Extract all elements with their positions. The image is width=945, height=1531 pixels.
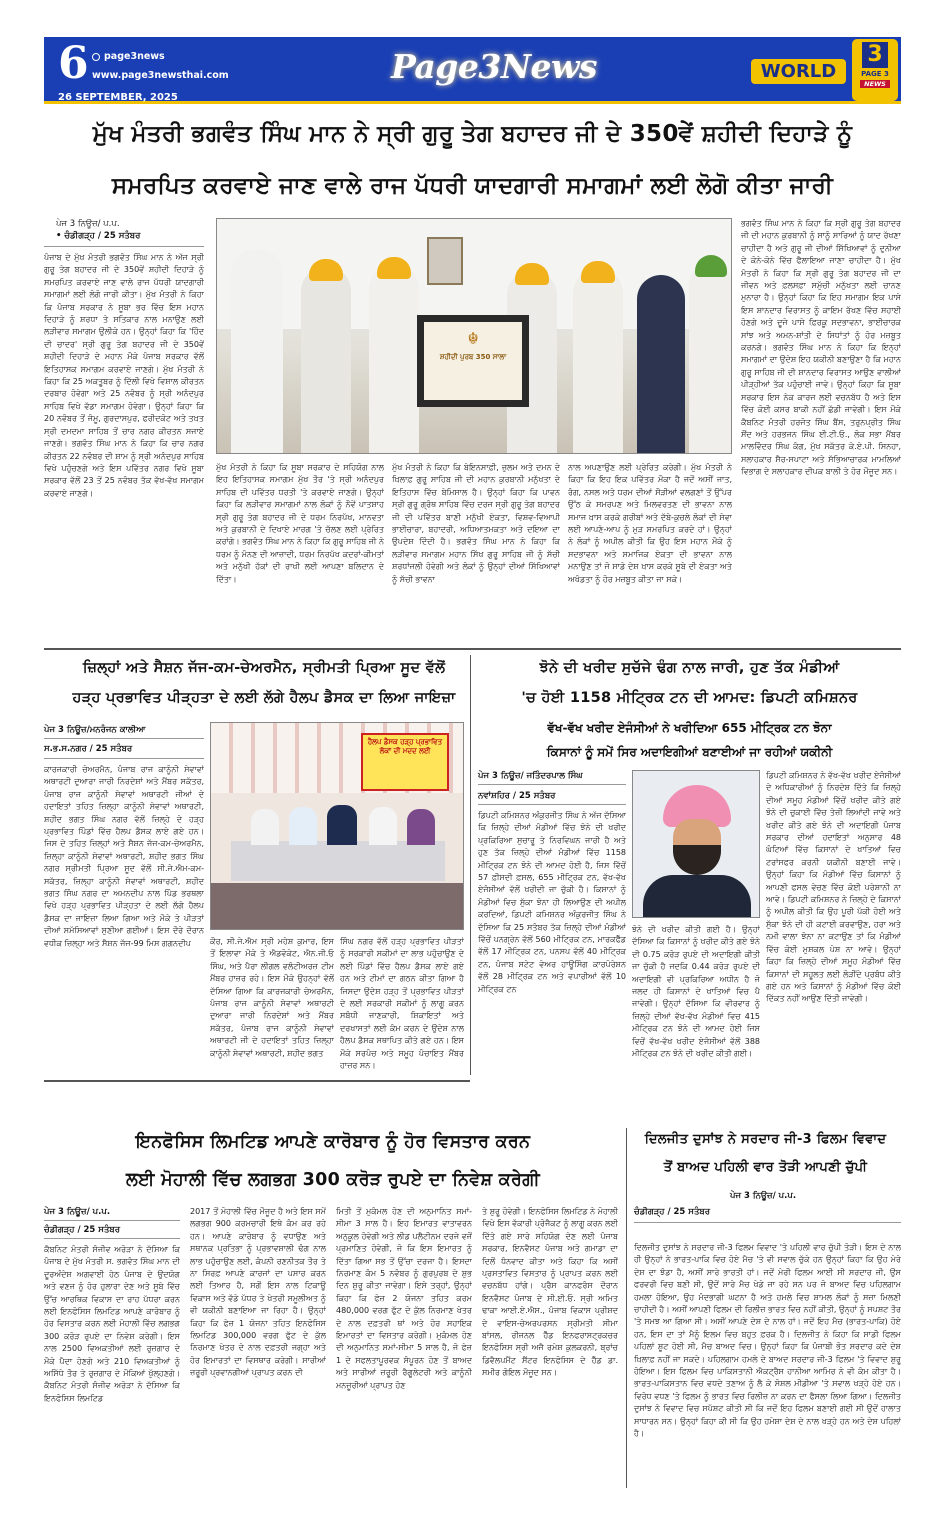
brand-logo [852,39,898,101]
brand-logo-sub: NEWS [860,80,890,88]
story2-byline [44,724,204,736]
turban [581,261,615,283]
story3-col2: ਝੋਨੇ ਦੀ ਖਰੀਦ ਕੀਤੀ ਗਈ ਹੈ। ਉਨ੍ਹਾਂ ਦੱਸਿਆ ਕਿ ਕਿਸਾਨਾਂ ਨੂੰ ਖਰੀਦ ਕੀਤੇ ਗਏ ਝੋਨੇ ਦੀ 0.75 ਕਰੋੜ ਰੁਪਏ ਦੀ ਅਦਾਇਗੀ ਕੀਤੀ ਜਾ ਚੁੱਕੀ ਹੈ ਜਦਕਿ 0.44 ਕਰੋੜ ਰੁਪਏ ਦੀ ਅਦਾਇਗੀ ਵੀ ਪ੍ਰਕਿਰਿਆ ਅਧੀਨ ਹੈ ਜੋ ਜਲਦ ਹੀ ਕਿਸਾਨਾਂ ਦੇ ਖਾਤਿਆਂ ਵਿਚ ਪੈ ਜਾਵੇਗੀ। ਉਨ੍ਹਾਂ ਦੱਸਿਆ ਕਿ ਵੀਰਵਾਰ ਨੂੰ ਜ਼ਿਲ੍ਹੇ ਦੀਆਂ ਵੱਖ-ਵੱਖ ਮੰਡੀਆਂ ਵਿਚ 415 ਮੀਟ੍ਰਿਕ ਟਨ ਝੋਨੇ ਦੀ ਆਮਦ ਹੋਈ ਜਿਸ ਵਿਚੋਂ ਵੱਖ-ਵੱਖ ਖਰੀਦ ਏਜੰਸੀਆਂ ਵੱਲੋਂ 388 ਮੀਟ੍ਰਿਕ ਟਨ ਝੋਨੇ ਦੀ ਖਰੀਦ ਕੀਤੀ ਗਈ। [632,925,760,1059]
byline-dateline: ਚੰਡੀਗੜ੍ਹ / 25 ਸਤੰਬਰ [44,1225,120,1235]
story4-headline-line2: ਲਈ ਮੋਹਾਲੀ ਵਿੱਚ ਲਗਭਗ 300 ਕਰੋੜ ਰੁਪਏ ਦਾ ਨਿਵੇਸ਼ ਕਰੇਗੀ [126,1170,540,1190]
story4-col3: ਮਿਤੀ ਤੋਂ ਮੁਕੰਮਲ ਹੋਣ ਦੀ ਅਨੁਮਾਨਿਤ ਸਮਾਂ-ਸੀਮਾ 3 ਸਾਲ ਹੈ। ਇਹ ਇਮਾਰਤ ਵਾਤਾਵਰਨ ਅਨੁਕੂਲ ਹੋਵੇਗੀ ਅਤੇ ਲੀਡ ਪਲੈਟੀਨਮ ਦਰਜੇ ਵਜੋਂ ਪ੍ਰਮਾਣਿਤ ਹੋਵੇਗੀ, ਜੋ ਕਿ ਇਸ ਇਮਾਰਤ ਨੂੰ ਦਿੱਤਾ ਗਿਆ ਸਭ ਤੋਂ ਉੱਚਾ ਦਰਜਾ ਹੈ। ਇਸਦਾ ਨਿਰਮਾਣ ਕੰਮ 5 ਨਵੰਬਰ ਨੂੰ ਗੁਰਪੁਰਬ ਦੇ ਸ਼ੁਭ ਦਿਨ ਸ਼ੁਰੂ ਕੀਤਾ ਜਾਵੇਗਾ। ਇਸੇ ਤਰ੍ਹਾਂ, ਉਨ੍ਹਾਂ ਕਿਹਾ ਕਿ ਫੇਜ਼ 2 ਯੋਜਨਾ ਤਹਿਤ ਕਰਮ 480,000 ਵਰਗ ਫੁੱਟ ਦੇ ਕੁੱਲ ਨਿਰਮਾਣ ਖੇਤਰ ਦੇ ਨਾਲ ਦਫ਼ਤਰੀ ਥਾਂ ਅਤੇ ਹੋਰ ਸਹਾਇਕ ਇਮਾਰਤਾਂ ਦਾ ਵਿਸਤਾਰ ਕਰੇਗੀ। ਮੁਕੰਮਲ ਹੋਣ ਦੀ ਅਨੁਮਾਨਿਤ ਸਮਾਂ-ਸੀਮਾ 5 ਸਾਲ ਹੈ, ਜੋ ਫੇਜ਼ 1 ਦੇ ਸਫਲਤਾਪੂਰਵਕ ਸੰਪੂਰਨ ਹੋਣ ਤੋਂ ਬਾਅਦ ਅਤੇ ਸਾਰੀਆਂ ਜ਼ਰੂਰੀ ਰੈਗੂਲੇਟਰੀ ਅਤੇ ਕਾਨੂੰਨੀ ਮਨਜ਼ੂਰੀਆਂ ਪ੍ਰਾਪਤ ਹੋਣ [336,1207,472,1390]
brand-logo-text: PAGE 3 [861,70,889,78]
story1-byline [44,218,204,242]
person [301,267,351,454]
story5-col1: ਦਿਲਜੀਤ ਦੁਸਾਂਝ ਨੇ ਸਰਦਾਰ ਜੀ-3 ਫਿਲਮ ਵਿਵਾਦ 'ਤੇ ਪਹਿਲੀ ਵਾਰ ਚੁੱਪੀ ਤੋੜੀ। ਇਸ ਦੇ ਨਾਲ ਹੀ ਉਨ੍ਹਾਂ ਨੇ ਭਾਰਤ-ਪਾਕਿ ਵਿਚ ਹੋਏ ਮੈਚ 'ਤੇ ਵੀ ਸਵਾਲ ਚੁੱਕੇ ਹਨ ਉਨ੍ਹਾਂ ਕਿਹਾ ਕਿ ਉਹ ਮੇਰੇ ਦੇਸ਼ ਦਾ ਝੰਡਾ ਹੈ, ਅਸੀਂ ਸਾਰੇ ਭਾਰਤੀ ਹਾਂ। ਜਦੋਂ ਮੇਰੀ ਫਿਲਮ ਆਈ ਸੀ ਸਰਦਾਰ ਜੀ, ਉਸ ਫਰਵਰੀ ਵਿਚ ਬਣੀ ਸੀ, ਉਦੋਂ ਸਾਰੇ ਮੈਚ ਖੇਡੇ ਜਾ ਰਹੇ ਸਨ ਪਰ ਜੋ ਬਾਅਦ ਵਿਚ ਪਹਿਲਗਾਮ ਹਮਲਾ ਹੋਇਆ, ਉਹ ਮੰਦਭਾਗੀ ਘਟਨਾ ਹੈ ਅਤੇ ਹਮਲੇ ਵਿਚ ਸ਼ਾਮਲ ਲੋਕਾਂ ਨੂੰ ਸਜ਼ਾ ਮਿਲਣੀ ਚਾਹੀਦੀ ਹੈ। ਅਸੀਂ ਆਪਣੀ ਫਿਲਮ ਦੀ ਰਿਲੀਜ਼ ਭਾਰਤ ਵਿਚ ਨਹੀਂ ਕੀਤੀ, ਉਨ੍ਹਾਂ ਨੂੰ ਸਪਸ਼ਟ ਤੌਰ 'ਤੇ ਸਮਝ ਆ ਗਿਆ ਸੀ। ਅਸੀਂ ਆਪਣੇ ਦੇਸ਼ ਦੇ ਨਾਲ ਹਾਂ। ਜਦੋਂ ਇਹ ਮੈਚ (ਭਾਰਤ-ਪਾਕਿ) ਹੋਏ ਹਨ, ਇਸ ਦਾ ਤਾਂ ਮੈਨੂੰ ਇਲਮ ਵਿਚ ਬਹੁਤ ਫ਼ਰਕ ਹੈ। ਦਿਲਜੀਤ ਨੇ ਕਿਹਾ ਕਿ ਸਾਡੀ ਫਿਲਮ ਪਹਿਲਾਂ ਸ਼ੂਟ ਹੋਈ ਸੀ, ਮੈਚ ਬਾਅਦ ਵਿਚ। ਉਨ੍ਹਾਂ ਕਿਹਾ ਕਿ ਪੰਜਾਬੀ ਭੋਤ ਸਰਦਾਰ ਕਦੇ ਦੇਸ਼ ਖ਼ਿਲਾਫ਼ ਨਹੀਂ ਜਾ ਸਕਦੇ। ਪਹਿਲਗਾਮ ਹਮਲੇ ਦੇ ਬਾਅਦ ਸਰਦਾਰ ਜੀ-3 ਫਿਲਮ 'ਤੇ ਵਿਵਾਦ ਸ਼ੁਰੂ ਹੋਇਆ। ਇਸ ਫਿਲਮ ਵਿਚ ਪਾਕਿਸਤਾਨੀ ਐਕਟ੍ਰੈਸ ਹਾਨੀਆ ਆਮਿਰ ਨੇ ਵੀ ਕੰਮ ਕੀਤਾ ਹੈ। ਭਾਰਤ-ਪਾਕਿਸਤਾਨ ਵਿਚ ਵਧਦੇ ਤਣਾਅ ਨੂੰ ਲੈ ਕੇ ਸੋਸ਼ਲ ਮੀਡੀਆ 'ਤੇ ਸਵਾਲ ਖੜ੍ਹੇ ਹੋਏ ਹਨ। ਵਿਰੋਧ ਵਧਣ 'ਤੇ ਫਿਲਮ ਨੂੰ ਭਾਰਤ ਵਿਚ ਰਿਲੀਜ਼ ਨਾ ਕਰਨ ਦਾ ਫੈਸਲਾ ਲਿਆ ਗਿਆ। ਦਿਲਜੀਤ ਦੁਸਾਂਝ ਨੇ ਵਿਵਾਦ ਵਿਚ ਸਪੱਸ਼ਟ ਕੀਤੀ ਸੀ ਕਿ ਜਦੋਂ ਇਹ ਫਿਲਮ ਬਣਾਈ ਗਈ ਸੀ ਉਦੋਂ ਹਾਲਾਤ ਸਾਧਾਰਨ ਸਨ। ਉਨ੍ਹਾਂ ਕਿਹਾ ਕੀ ਸੀ ਕਿ ਉਹ ਹਮੇਸ਼ਾ ਦੇਸ਼ ਦੇ ਨਾਲ ਖੜ੍ਹੇ ਹਨ ਅਤੇ ਦੇਸ਼ ਪਹਿਲਾਂ ਹੈ। [634,1243,901,1439]
story2-headline-line1: ਜ਼ਿਲ੍ਹਾਂ ਅਤੇ ਸੈਸ਼ਨ ਜੱਜ-ਕਮ-ਚੇਅਰਮੈਨ, ਸ੍ਰੀਮਤੀ ਪ੍ਰਿਆ ਸੂਦ ਵੱਲੋਂ [82,660,446,676]
issue-date: 26 SEPTEMBER, 2025 [58,92,178,103]
person [407,809,435,845]
story5-byline: ਪੇਜ 3 ਨਿਊਜ਼/ ਪ.ਪ. [730,1191,797,1201]
story5-headline-line2: ਤੋਂ ਬਾਅਦ ਪਹਿਲੀ ਵਾਰ ਤੋੜੀ ਆਪਣੀ ਚੁੱਪੀ [663,1160,868,1175]
table [231,841,445,881]
story4-col4: ਤੇ ਸ਼ੁਰੂ ਹੋਵੇਗੀ। ਇਨਫੋਸਿਸ ਲਿਮਟਿਡ ਨੇ ਮੋਹਾਲੀ ਵਿਖੇ ਇਸ ਵੱਕਾਰੀ ਪ੍ਰੋਜੈਕਟ ਨੂੰ ਲਾਗੂ ਕਰਨ ਲਈ ਦਿੱਤੇ ਗਏ ਸਾਰੇ ਸਹਿਯੋਗ ਦੇਣ ਲਈ ਪੰਜਾਬ ਸਰਕਾਰ, ਇਨਵੈਸਟ ਪੰਜਾਬ ਅਤੇ ਗਮਾਡਾ ਦਾ ਦਿਲੋਂ ਧੰਨਵਾਦ ਕੀਤਾ ਅਤੇ ਕਿਹਾ ਕਿ ਅਸੀਂ ਪ੍ਰਸਤਾਵਿਤ ਵਿਸਤਾਰ ਨੂੰ ਪ੍ਰਾਪਤ ਕਰਨ ਲਈ ਵਚਨਬੱਧ ਹਾਂਗੇ। ਪ੍ਰੈਸ ਕਾਨਫਰੰਸ ਦੌਰਾਨ ਇਨਵੈਸਟ ਪੰਜਾਬ ਦੇ ਸੀ.ਈ.ਓ. ਸ੍ਰੀ ਅਮਿਤ ਢਾਕਾ ਆਈ.ਏ.ਐਸ., ਪੰਜਾਬ ਵਿਕਾਸ ਪ੍ਰੀਸ਼ਦ ਦੇ ਵਾਇਸ-ਚੇਅਰਪਰਸਨ ਸ੍ਰੀਮਤੀ ਸੀਮਾ ਬਾਂਸਲ, ਰੀਜਨਲ ਹੈੱਡ ਇਨਫਰਾਸਟ੍ਰਕਚਰ ਇਨਫੋਸਿਸ ਸ੍ਰੀ ਅਜੈ ਰਮੇਸ਼ ਕੁਲਕਰਨੀ, ਬ੍ਰਾਂਚ ਡਿਵੈਲਪਮੈਂਟ ਸੈਂਟਰ ਇਨਫੋਸਿਸ ਦੇ ਹੈੱਡ ਡਾ. ਸਮੀਰ ਗੋਇਲ ਮੌਜੂਦ ਸਨ। [482,1207,618,1378]
story2-col2: ਕੌਰ, ਸੀ.ਜੇ.ਐਮ ਸ੍ਰੀ ਮਹੇਸ਼ ਕੁਮਾਰ, ਇਸ ਤੋਂ ਇਲਾਵਾ ਮੌਕੇ ਤੇ ਐਡਵੋਕੇਟ, ਐਨ.ਜੀ.ਓ ਸਿੰਘ, ਅਤੇ ਪੈਰਾ ਲੀਗਲ ਵਲੰਟੀਅਰਜ਼ ਟੀਮ ਮੈਂਬਰ ਹਾਜ਼ਰ ਰਹੇ। ਇਸ ਮੌਕੇ ਉਹਨ੍ਹਾਂ ਵੱਲੋਂ ਦੱਸਿਆ ਗਿਆ ਕਿ ਕਾਰਜਕਾਰੀ ਚੇਅਰਮੈਨ, ਪੰਜਾਬ ਰਾਜ ਕਾਨੂੰਨੀ ਸੇਵਾਵਾਂ ਅਥਾਰਟੀ ਦੁਆਰਾ ਜਾਰੀ ਨਿਰਦੇਸ਼ਾਂ ਅਤੇ ਮੈਂਬਰ ਸਕੱਤਰ, ਪੰਜਾਬ ਰਾਜ ਕਾਨੂੰਨੀ ਸੇਵਾਵਾਂ ਅਥਾਰਟੀ ਜੀ ਦੇ ਹਦਾਇਤਾਂ ਤਹਿਤ ਜ਼ਿਲ੍ਹਾ ਕਾਨੂੰਨੀ ਸੇਵਾਵਾਂ ਅਥਾਰਟੀ, ਸ਼ਹੀਦ ਭਗਤ [210,937,334,1058]
date-strip [44,92,344,104]
story3-portrait [632,770,760,918]
story3-subhead-line2: ਕਿਸਾਨਾਂ ਨੂੰ ਸਮੇਂ ਸਿਰ ਅਦਾਇਗੀਆਂ ਬਣਾਈਆਂ ਜਾ ਰਹੀਆਂ ਯਕੀਨੀ [546,745,833,759]
turban [377,257,411,279]
site-short: page3news [104,51,165,62]
section-badge: WORLD [751,59,846,84]
story1-photo [216,218,732,454]
story1-headline-line1: ਮੁੱਖ ਮੰਤਰੀ ਭਗਵੰਤ ਸਿੰਘ ਮਾਨ ਨੇ ਸ੍ਰੀ ਗੁਰੂ ਤੇਗ ਬਹਾਦਰ ਜੀ ਦੇ 350ਵੇਂ ਸ਼ਹੀਦੀ ਦਿਹਾੜੇ ਨੂੰ [92,121,853,147]
person [689,263,732,454]
story3-subhead-line1: ਵੱਖ-ਵੱਖ ਖਰੀਦ ਏਜੰਸੀਆਂ ਨੇ ਖਰੀਦਿਆ 655 ਮੀਟ੍ਰਿਕ ਟਨ ਝੋਨਾ [547,721,832,735]
byline-dateline: ਨਵਾਂਸ਼ਹਿਰ / 25 ਸਤੰਬਰ [478,791,556,801]
story2-col3: ਸਿੰਘ ਨਗਰ ਵੱਲੋਂ ਹੜ੍ਹ ਪ੍ਰਭਾਵਿਤ ਪੀੜਤਾਂ ਨੂੰ ਸਰਕਾਰੀ ਸਕੀਮਾਂ ਦਾ ਲਾਭ ਪਹੁੰਚਾਉਣ ਦੇ ਲਈ ਪਿੰਡਾਂ ਵਿੱਚ ਹੈਲਪ ਡੈਸਕ ਲਾਏ ਗਏ ਹਨ ਅਤੇ ਟੀਮਾਂ ਦਾ ਗਠਨ ਕੀਤਾ ਗਿਆ ਹੈ ਜਿਸਦਾ ਉਦੇਸ਼ ਹੜ੍ਹ ਤੋਂ ਪ੍ਰਭਾਵਿਤ ਪੀੜਤਾਂ ਦੇ ਲਈ ਸਰਕਾਰੀ ਸਕੀਮਾਂ ਨੂੰ ਲਾਗੂ ਕਰਨ ਸਬੰਧੀ ਜਾਣਕਾਰੀ, ਸ਼ਿਕਾਇਤਾਂ ਅਤੇ ਦਰਖਾਸਤਾਂ ਲਈ ਕੰਮ ਕਰਨ ਦੇ ਉਦੇਸ਼ ਨਾਲ ਹੈਲਪ ਡੈਸਕ ਸਥਾਪਿਤ ਕੀਤੇ ਗਏ ਹਨ। ਇਸ ਮੌਕੇ ਸਰਪੰਚ ਅਤੇ ਸਮੂਹ ਪੰਚਾਇਤ ਮੈਂਬਰ ਹਾਜ਼ਰ ਸਨ। [340,937,464,1071]
logo-frame-inner [424,322,522,400]
story2-col1: ਕਾਰਜਕਾਰੀ ਚੇਅਰਮੈਨ, ਪੰਜਾਬ ਰਾਜ ਕਾਨੂੰਨੀ ਸੇਵਾਵਾਂ ਅਥਾਰਟੀ ਦੁਆਰਾ ਜਾਰੀ ਨਿਰਦੇਸ਼ਾਂ ਅਤੇ ਮੈਂਬਰ ਸਕੱਤਰ, ਪੰਜਾਬ ਰਾਜ ਕਾਨੂੰਨੀ ਸੇਵਾਵਾਂ ਅਥਾਰਟੀ ਜੀਆਂ ਦੇ ਹਦਾਇਤਾਂ ਤਹਿਤ ਜ਼ਿਲ੍ਹਾ ਕਾਨੂੰਨੀ ਸੇਵਾਵਾਂ ਅਥਾਰਟੀ, ਸ਼ਹੀਦ ਭਗਤ ਸਿੰਘ ਨਗਰ ਵੱਲੋਂ ਜ਼ਿਲ੍ਹੇ ਦੇ ਹੜ੍ਹ ਪ੍ਰਭਾਵਿਤ ਪਿੰਡਾਂ ਵਿੱਚ ਹੈਲਪ ਡੈਸਕ ਲਾਏ ਗਏ ਹਨ। ਜਿਸ ਦੇ ਤਹਿਤ ਜ਼ਿਲ੍ਹਾਂ ਅਤੇ ਸੈਸ਼ਨ ਜੱਜ-ਕਮ-ਚੇਅਰਮੈਨ, ਜ਼ਿਲ੍ਹਾ ਕਾਨੂੰਨੀ ਸੇਵਾਵਾਂ ਅਥਾਰਟੀ, ਸ਼ਹੀਦ ਭਗਤ ਸਿੰਘ ਨਗਰ ਸ੍ਰੀਮਤੀ ਪ੍ਰਿਆ ਸੂਦ ਵੱਲੋਂ ਸੀ.ਜੇ.ਐਮ-ਕਮ-ਸਕੱਤਰ, ਜ਼ਿਲ੍ਹਾ ਕਾਨੂੰਨੀ ਸੇਵਾਵਾਂ ਅਥਾਰਟੀ, ਸ਼ਹੀਦ ਭਗਤ ਸਿੰਘ ਨਗਰ ਦਾ ਅਮਨਦੀਪ ਨਾਲ ਪਿੰਡ ਭਰਥਲਾ ਵਿਖੇ ਹੜ੍ਹ ਪ੍ਰਭਾਵਿਤ ਪੀੜ੍ਹਤਾ ਦੇ ਲਈ ਲੱਗੇ ਹੈਲਪ ਡੈਸਕ ਦਾ ਜਾਇਜ਼ਾ ਲਿਆ ਗਿਆ ਅਤੇ ਮੌਕੇ ਤੇ ਪੀੜਤਾਂ ਦੀਆਂ ਸਮੱਸਿਆਵਾਂ ਸੁਣੀਆ ਗਈਆਂ। ਇਸ ਦੌਰੇ ਦੌਰਾਨ ਵਧੀਕ ਜ਼ਿਲ੍ਹਾ ਅਤੇ ਸੈਸ਼ਨ ਜੱਜ-99 ਮਿਸ ਗਗਨਦੀਪ [44,765,204,948]
help-desk-banner [361,733,449,791]
logo-frame-text: ਸ਼ਹੀਦੀ ਪੁਰਬ 350 ਸਾਲਾ [439,353,507,361]
help-desk-banner-text: ਹੈਲਪ ਡੈਸਕ ਹੜ੍ਹ ਪ੍ਰਭਾਵਿਤ ਲੋਕਾਂ ਦੀ ਮਦਦ ਲਈ [367,738,443,755]
story3-col1: ਡਿਪਟੀ ਕਮਿਸ਼ਨਰ ਅੰਕੁਰਜੀਤ ਸਿੰਘ ਨੇ ਅੱਜ ਦੱਸਿਆ ਕਿ ਜ਼ਿਲ੍ਹੇ ਦੀਆਂ ਮੰਡੀਆਂ ਵਿੱਚ ਝੋਨੇ ਦੀ ਖਰੀਦ ਪ੍ਰਕਿਰਿਆ ਸੁਚਾਰੂ ਤੇ ਨਿਰਵਿਘਨ ਜਾਰੀ ਹੈ ਅਤੇ ਹੁਣ ਤੱਕ ਜ਼ਿਲ੍ਹੇ ਦੀਆਂ ਮੰਡੀਆਂ ਵਿੱਚ 1158 ਮੀਟ੍ਰਿਕ ਟਨ ਝੋਨੇ ਦੀ ਆਮਦ ਹੋਈ ਹੈ, ਜਿਸ ਵਿੱਚੋਂ 57 ਫ਼ੀਸਦੀ ਫ਼ਸਲ, 655 ਮੀਟ੍ਰਿਕ ਟਨ, ਵੱਖ-ਵੱਖ ਏਜੰਸੀਆਂ ਵੱਲੋਂ ਖਰੀਦੀ ਜਾ ਚੁੱਕੀ ਹੈ। ਕਿਸਾਨਾਂ ਨੂੰ ਮੰਡੀਆਂ ਵਿਚ ਸੁੱਕਾ ਝੋਨਾ ਹੀ ਲਿਆਉਣ ਦੀ ਅਪੀਲ ਕਰਦਿਆਂ, ਡਿਪਟੀ ਕਮਿਸ਼ਨਰ ਅੰਕੁਰਜੀਤ ਸਿੰਘ ਨੇ ਦੱਸਿਆ ਕਿ 25 ਸਤੰਬਰ ਤੱਕ ਜ਼ਿਲ੍ਹੇ ਦੀਆਂ ਮੰਡੀਆਂ ਵਿੱਚੋਂ ਪਨਗ੍ਰੇਨ ਵੱਲੋਂ 560 ਮੀਟ੍ਰਿਕ ਟਨ, ਮਾਰਕਫੈੱਡ ਵੱਲੋਂ 17 ਮੀਟ੍ਰਿਕ ਟਨ, ਪਨਸਪ ਵੱਲੋਂ 40 ਮੀਟ੍ਰਿਕ ਟਨ, ਪੰਜਾਬ ਸਟੇਟ ਵੇਅਰ ਹਾਊਸਿੰਗ ਕਾਰਪੋਰੇਸ਼ਨ ਵੱਲੋਂ 28 ਮੀਟ੍ਰਿਕ ਟਨ ਅਤੇ ਵਪਾਰੀਆਂ ਵੱਲੋਂ 10 ਮੀਟ੍ਰਿਕ ਟਨ [478,811,626,994]
person [289,807,317,845]
person [327,805,357,845]
story1-col4: ਨਾਲ ਅਪਣਾਉਣ ਲਈ ਪ੍ਰੇਰਿਤ ਕਰੇਗੀ। ਮੁੱਖ ਮੰਤਰੀ ਨੇ ਕਿਹਾ ਕਿ ਇਹ ਇਕ ਪਵਿੱਤਰ ਮੌਕਾ ਹੈ ਜਦੋਂ ਅਸੀਂ ਜਾਤ, ਰੰਗ, ਨਸਲ ਅਤੇ ਧਰਮ ਦੀਆਂ ਸੌੜੀਆਂ ਵਲਗਣਾਂ ਤੋਂ ਉੱਪਰ ਉੱਠ ਕੇ ਸਮਰਪਣ ਅਤੇ ਮਿਲਵਰਤਣ ਦੀ ਭਾਵਨਾ ਨਾਲ ਸਮਾਜ ਖ਼ਾਸ ਕਰਕੇ ਗਰੀਬਾਂ ਅਤੇ ਦੱਬੇ-ਕੁਚਲੇ ਲੋਕਾਂ ਦੀ ਸੇਵਾ ਲਈ ਆਪਣੇ-ਆਪ ਨੂੰ ਮੁੜ ਸਮਰਪਿਤ ਕਰਦੇ ਹਾਂ। ਉਨ੍ਹਾਂ ਨੇ ਲੋਕਾਂ ਨੂੰ ਅਪੀਲ ਕੀਤੀ ਕਿ ਉਹ ਇਸ ਮਹਾਨ ਮੌਕੇ ਨੂੰ ਸਦਭਾਵਨਾ ਅਤੇ ਸਮਾਜਿਕ ਏਕਤਾ ਦੀ ਭਾਵਨਾ ਨਾਲ ਮਨਾਉਣ ਤਾਂ ਜੋ ਸਾਡੇ ਦੇਸ਼ ਖ਼ਾਸ ਕਰਕੇ ਸੂਬੇ ਦੀ ਏਕਤਾ ਅਤੇ ਅਖੰਡਤਾ ਨੂੰ ਹੋਰ ਮਜ਼ਬੂਤ ਕੀਤਾ ਜਾ ਸਕੇ। [568,463,732,584]
story4-byline [44,1206,180,1218]
story3-byline [478,770,626,782]
wall-portrait [427,237,463,285]
story3-col3: ਡਿਪਟੀ ਕਮਿਸ਼ਨਰ ਨੇ ਵੱਖ-ਵੱਖ ਖਰੀਦ ਏਜੰਸੀਆਂ ਦੇ ਅਧਿਕਾਰੀਆਂ ਨੂੰ ਨਿਰਦੇਸ਼ ਦਿੱਤੇ ਕਿ ਜ਼ਿਲ੍ਹੇ ਦੀਆਂ ਸਮੂਹ ਮੰਡੀਆਂ ਵਿੱਚੋਂ ਖਰੀਦ ਕੀਤੇ ਗਏ ਝੋਨੇ ਦੀ ਚੁਕਾਈ ਵਿੱਚ ਤੇਜ਼ੀ ਲਿਆਂਦੀ ਜਾਵੇ ਅਤੇ ਖਰੀਦ ਕੀਤੇ ਗਏ ਝੋਨੇ ਦੀ ਅਦਾਇਗੀ ਪੰਜਾਬ ਸਰਕਾਰ ਦੀਆਂ ਹਦਾਇਤਾਂ ਅਨੁਸਾਰ 48 ਘੰਟਿਆਂ ਵਿੱਚ ਕਿਸਾਨਾਂ ਦੇ ਖਾਤਿਆਂ ਵਿਚ ਟਰਾਂਸਫਰ ਕਰਨੀ ਯਕੀਨੀ ਬਣਾਈ ਜਾਵੇ। ਉਨ੍ਹਾਂ ਕਿਹਾ ਕਿ ਮੰਡੀਆਂ ਵਿੱਚ ਕਿਸਾਨਾਂ ਨੂੰ ਆਪਣੀ ਫਸਲ ਵੇਚਣ ਵਿੱਚ ਕੋਈ ਪਰੇਸ਼ਾਨੀ ਨਾ ਆਵੇ। ਡਿਪਟੀ ਕਮਿਸ਼ਨਰ ਨੇ ਜ਼ਿਲ੍ਹੇ ਦੇ ਕਿਸਾਨਾਂ ਨੂੰ ਅਪੀਲ ਕੀਤੀ ਕਿ ਉਹ ਪੂਰੀ ਪੱਕੀ ਹੋਈ ਅਤੇ ਸੁੱਕਾ ਝੋਨੇ ਦੀ ਹੀ ਕਟਾਈ ਕਰਵਾਉਣ, ਹਰਾ ਅਤੇ ਨਮੀ ਵਾਲਾ ਝੋਨਾ ਨਾ ਕਟਾਉਣ ਤਾਂ ਕਿ ਮੰਡੀਆਂ ਵਿੱਚ ਕੋਈ ਮੁਸ਼ਕਲ ਪੇਸ਼ ਨਾ ਆਵੇ। ਉਨ੍ਹਾਂ ਕਿਹਾ ਕਿ ਜ਼ਿਲ੍ਹੇ ਦੀਆਂ ਸਮੂਹ ਮੰਡੀਆਂ ਵਿੱਚ ਕਿਸਾਨਾਂ ਦੀ ਸਹੂਲਤ ਲਈ ਲੋੜੀਂਦੇ ਪ੍ਰਬੰਧ ਕੀਤੇ ਗਏ ਹਨ ਅਤੇ ਕਿਸਾਨਾਂ ਨੂੰ ਮੰਡੀਆਂ ਵਿੱਚ ਕੋਈ ਦਿੱਕਤ ਨਹੀਂ ਆਉਣ ਦਿੱਤੀ ਜਾਵੇਗੀ। [766,771,901,1004]
masthead-title: Page3News [391,47,597,86]
story4-col1: ਕੈਬਨਿਟ ਮੰਤਰੀ ਸੰਜੀਵ ਅਰੋੜਾ ਨੇ ਦੱਸਿਆ ਕਿ ਪੰਜਾਬ ਦੇ ਮੁੱਖ ਮੰਤਰੀ ਸ. ਭਗਵੰਤ ਸਿੰਘ ਮਾਨ ਦੀ ਦੂਰਅੰਦੇਸ਼ ਅਗਵਾਈ ਹੇਠ ਪੰਜਾਬ ਦੇ ਉਦਯੋਗ ਅਤੇ ਵਣਜ ਨੂੰ ਹੋਰ ਹੁਲਾਰਾ ਦੇਣ ਅਤੇ ਸੂਬੇ ਵਿੱਚ ਉੱਚ ਆਰਥਿਕ ਵਿਕਾਸ ਦਾ ਰਾਹ ਪੱਧਰਾ ਕਰਨ ਲਈ ਇਨਫੋਸਿਸ ਲਿਮਟਿਡ ਆਪਣੇ ਕਾਰੋਬਾਰ ਨੂੰ ਹੋਰ ਵਿਸਤਾਰ ਕਰਨ ਲਈ ਮੋਹਾਲੀ ਵਿੱਚ ਲਗਭਗ 300 ਕਰੋੜ ਰੁਪਏ ਦਾ ਨਿਵੇਸ਼ ਕਰੇਗੀ। ਇਸ ਨਾਲ 2500 ਵਿਅਕਤੀਆਂ ਲਈ ਰੁਜ਼ਗਾਰ ਦੇ ਮੌਕੇ ਪੈਦਾ ਹੋਣਗੇ ਅਤੇ 210 ਵਿਅਕਤੀਆਂ ਨੂੰ ਅਸਿੱਧੇ ਤੌਰ ਤੇ ਰੁਜ਼ਗਾਰ ਦੇ ਮੌਕਿਆਂ ਖੁੱਲ੍ਹਣਗੇ। ਕੈਬਨਿਟ ਮੰਤਰੀ ਸੰਜੀਵ ਅਰੋੜਾ ਨੇ ਦੱਸਿਆ ਕਿ ਇਨਫੋਸਿਸ ਲਿਮਟਿਡ [44,1245,180,1403]
byline-author: ਪੇਜ 3 ਨਿਊਜ਼/ਮਨਰੰਜਨ ਕਾਲੀਆ [44,725,146,735]
person [573,269,623,454]
turban [309,259,343,281]
turban [515,263,549,285]
story1-col2: ਮੁੱਖ ਮੰਤਰੀ ਨੇ ਕਿਹਾ ਕਿ ਸੂਬਾ ਸਰਕਾਰ ਦੇ ਸਹਿਯੋਗ ਨਾਲ ਇਹ ਇਤਿਹਾਸਕ ਸਮਾਗਮ ਮੁੱਖ ਤੌਰ 'ਤੇ ਸ੍ਰੀ ਅਨੰਦਪੁਰ ਸਾਹਿਬ ਦੀ ਪਵਿੱਤਰ ਧਰਤੀ 'ਤੇ ਕਰਵਾਏ ਜਾਣਗੇ। ਉਨ੍ਹਾਂ ਕਿਹਾ ਕਿ ਲੜੀਵਾਰ ਸਮਾਗਮਾਂ ਨਾਲ ਲੋਕਾਂ ਨੂੰ ਨੌਵੇਂ ਪਾਤਸ਼ਾਹ ਸ੍ਰੀ ਗੁਰੂ ਤੇਗ ਬਹਾਦਰ ਜੀ ਦੇ ਧਰਮ ਨਿਰਪੱਖ, ਮਾਨਵਤਾ ਅਤੇ ਕੁਰਬਾਨੀ ਦੇ ਦਿਖਾਏ ਮਾਰਗ 'ਤੇ ਚੱਲਣ ਲਈ ਪ੍ਰੇਰਿਤ ਕਰਾਂਗੇ। ਭਗਵੰਤ ਸਿੰਘ ਮਾਨ ਨੇ ਕਿਹਾ ਕਿ ਗੁਰੂ ਸਾਹਿਬ ਜੀ ਨੇ ਧਰਮ ਨੂੰ ਮੰਨਣ ਦੀ ਆਜ਼ਾਦੀ, ਧਰਮ ਨਿਰਪੱਖ ਕਦਰਾਂ-ਕੀਮਤਾਂ ਅਤੇ ਮਨੁੱਖੀ ਹੱਕਾਂ ਦੀ ਰਾਖੀ ਲਈ ਆਪਣਾ ਬਲਿਦਾਨ ਦੇ ਦਿੱਤਾ। [216,463,384,584]
story1-headline-line2: ਸਮਰਪਿਤ ਕਰਵਾਏ ਜਾਣ ਵਾਲੇ ਰਾਜ ਪੱਧਰੀ ਯਾਦਗਾਰੀ ਸਮਾਗਮਾਂ ਲਈ ਲੋਗੋ ਕੀਤਾ ਜਾਰੀ [111,173,834,199]
story2-headline-line2: ਹੜ੍ਹ ਪ੍ਰਭਾਵਿਤ ਪੀੜ੍ਹਤਾ ਦੇ ਲਈ ਲੱਗੇ ਹੈਲਪ ਡੈਸਕ ਦਾ ਲਿਆ ਜਾਇਜ਼ਾ [72,690,456,706]
story5-dateline: ਚੰਡੀਗੜ੍ਹ / 25 ਸਤੰਬਰ [634,1207,710,1217]
person [251,809,279,845]
story3-headline-line2: 'ਚ ਹੋਈ 1158 ਮੀਟ੍ਰਿਕ ਟਨ ਦੀ ਆਮਦ: ਡਿਪਟੀ ਕਮਿਸ਼ਨਰ [521,690,858,706]
site-url[interactable]: www.page3newsthai.com [92,70,229,81]
byline-author: ਪੇਜ 3 ਨਿਊਜ਼/ ਜਤਿੰਦਰਪਾਲ ਸਿੰਘ [478,771,583,781]
carpet [211,883,464,930]
byline-author: ਪੇਜ 3 ਨਿਊਜ਼/ ਪ.ਪ. [44,1207,111,1217]
khanda-icon: ☬ [467,329,479,348]
portrait-beard [673,845,721,875]
byline-dateline: • ਚੰਡੀਗੜ੍ਹ / 25 ਸਤੰਬਰ [56,231,141,241]
byline-dateline: ਸ.ਭ.ਸ.ਨਗਰ / 25 ਸਤੰਬਰ [44,744,133,754]
globe-icon [92,53,100,61]
story1-col1: ਪੰਜਾਬ ਦੇ ਮੁੱਖ ਮੰਤਰੀ ਭਗਵੰਤ ਸਿੰਘ ਮਾਨ ਨੇ ਅੱਜ ਸ੍ਰੀ ਗੁਰੂ ਤੇਗ ਬਹਾਦਰ ਜੀ ਦੇ 350ਵੇਂ ਸ਼ਹੀਦੀ ਦਿਹਾੜੇ ਨੂੰ ਸਮਰਪਿਤ ਕਰਵਾਏ ਜਾਣ ਵਾਲੇ ਰਾਜ ਪੱਧਰੀ ਯਾਦਗਾਰੀ ਸਮਾਗਮਾਂ ਲਈ ਲੋਗੋ ਜਾਰੀ ਕੀਤਾ। ਮੁੱਖ ਮੰਤਰੀ ਨੇ ਕਿਹਾ ਕਿ ਪੰਜਾਬ ਸਰਕਾਰ ਨੇ ਸੂਬਾ ਭਰ ਵਿੱਚ ਇਸ ਮਹਾਨ ਦਿਹਾੜੇ ਨੂੰ ਸ਼ਰਧਾ ਤੇ ਸਤਿਕਾਰ ਨਾਲ ਮਨਾਉਣ ਲਈ ਲੜੀਵਾਰ ਸਮਾਗਮ ਉਲੀਕੇ ਹਨ। ਉਨ੍ਹਾਂ ਕਿਹਾ ਕਿ 'ਹਿੰਦ ਦੀ ਚਾਦਰ' ਸ੍ਰੀ ਗੁਰੂ ਤੇਗ ਬਹਾਦਰ ਜੀ ਦੇ 350ਵੇਂ ਸ਼ਹੀਦੀ ਦਿਹਾੜੇ ਦੇ ਮਹਾਨ ਮੌਕੇ ਪੰਜਾਬ ਸਰਕਾਰ ਵੱਲੋਂ ਇਤਿਹਾਸਕ ਸਮਾਗਮ ਕਰਵਾਏ ਜਾਣਗੇ। ਮੁੱਖ ਮੰਤਰੀ ਨੇ ਕਿਹਾ ਕਿ 25 ਅਕਤੂਬਰ ਨੂੰ ਦਿੱਲੀ ਵਿਖੇ ਵਿਸ਼ਾਲ ਕੀਰਤਨ ਦਰਬਾਰ ਹੋਵੇਗਾ ਅਤੇ 25 ਨਵੰਬਰ ਨੂੰ ਸ੍ਰੀ ਅਨੰਦਪੁਰ ਸਾਹਿਬ ਵਿਖੇ ਵੱਡਾ ਸਮਾਗਮ ਹੋਵੇਗਾ। ਉਨ੍ਹਾਂ ਕਿਹਾ ਕਿ 20 ਨਵੰਬਰ ਤੋਂ ਜੰਮੂ, ਗੁਰਦਾਸਪੁਰ, ਫਰੀਦਕੋਟ ਅਤੇ ਤਖ਼ਤ ਸ੍ਰੀ ਦਮਦਮਾ ਸਾਹਿਬ ਤੋਂ ਚਾਰ ਨਗਰ ਕੀਰਤਨ ਸਜਾਏ ਜਾਣਗੇ। ਭਗਵੰਤ ਸਿੰਘ ਮਾਨ ਨੇ ਕਿਹਾ ਕਿ ਚਾਰ ਨਗਰ ਕੀਰਤਨ 22 ਨਵੰਬਰ ਦੀ ਸ਼ਾਮ ਨੂੰ ਸ੍ਰੀ ਅਨੰਦਪੁਰ ਸਾਹਿਬ ਵਿਖੇ ਪਹੁੰਚਣਗੇ ਅਤੇ ਇਸ ਪਵਿੱਤਰ ਨਗਰ ਵਿਖੇ ਸੂਬਾ ਸਰਕਾਰ ਵੱਲੋਂ 23 ਤੋਂ 25 ਨਵੰਬਰ ਤੱਕ ਵੱਖ-ਵੱਖ ਸਮਾਗਮ ਕਰਵਾਏ ਜਾਣਗੇ। [44,253,204,498]
byline-author: ਪੇਜ 3 ਨਿਊਜ਼/ ਪ.ਪ. [56,219,120,229]
story2-photo [210,722,464,930]
brand-logo-mark: 3 [862,42,888,68]
story1-col3: ਮੁੱਖ ਮੰਤਰੀ ਨੇ ਕਿਹਾ ਕਿ ਬੇਇਨਸਾਫ਼ੀ, ਜ਼ੁਲਮ ਅਤੇ ਦਮਨ ਦੇ ਖ਼ਿਲਾਫ਼ ਗੁਰੂ ਸਾਹਿਬ ਜੀ ਦੀ ਮਹਾਨ ਕੁਰਬਾਨੀ ਮਨੁੱਖਤਾ ਦੇ ਇਤਿਹਾਸ ਵਿੱਚ ਬੇਮਿਸਾਲ ਹੈ। ਉਨ੍ਹਾਂ ਕਿਹਾ ਕਿ ਪਾਵਨ ਸ੍ਰੀ ਗੁਰੂ ਗ੍ਰੰਥ ਸਾਹਿਬ ਵਿੱਚ ਦਰਜ ਸ੍ਰੀ ਗੁਰੂ ਤੇਗ ਬਹਾਦਰ ਜੀ ਦੀ ਪਵਿੱਤਰ ਬਾਣੀ ਮਨੁੱਖੀ ਏਕਤਾ, ਵਿਸ਼ਵ-ਵਿਆਪੀ ਭਾਈਚਾਰਾ, ਬਹਾਦਰੀ, ਅਧਿਆਤਮਕਤਾ ਅਤੇ ਦਇਆ ਦਾ ਉਪਦੇਸ਼ ਦਿੰਦੀ ਹੈ। ਭਗਵੰਤ ਸਿੰਘ ਮਾਨ ਨੇ ਕਿਹਾ ਕਿ ਲੜੀਵਾਰ ਸਮਾਗਮ ਮਹਾਨ ਸਿੱਖ ਗੁਰੂ ਸਾਹਿਬ ਜੀ ਨੂੰ ਸੱਚੀ ਸ਼ਰਧਾਂਜਲੀ ਹੋਵੇਗੀ ਅਤੇ ਲੋਕਾਂ ਨੂੰ ਉਨ੍ਹਾਂ ਦੀਆਂ ਸਿੱਖਿਆਵਾਂ ਨੂੰ ਸੱਚੀ ਭਾਵਨਾ [392,463,560,584]
person [637,275,685,454]
logo-frame [417,315,529,407]
story3-headline-line1: ਝੋਨੇ ਦੀ ਖਰੀਦ ਸੁਚੱਜੇ ਢੰਗ ਨਾਲ ਜਾਰੀ, ਹੁਣ ਤੱਕ ਮੰਡੀਆਂ [539,660,840,676]
person [369,265,419,454]
person [231,249,283,454]
story4-headline-line1: ਇਨਫੋਸਿਸ ਲਿਮਟਿਡ ਆਪਣੇ ਕਾਰੋਬਾਰ ਨੂੰ ਹੋਰ ਵਿਸਤਾਰ ਕਰਨ [135,1132,531,1152]
person [369,807,397,845]
page-number: 6 [58,38,89,89]
story4-col2: 2017 ਤੋਂ ਮੋਹਾਲੀ ਵਿੱਚ ਮੌਜੂਦ ਹੈ ਅਤੇ ਇਸ ਸਮੇਂ ਲਗਭਗ 900 ਕਰਮਚਾਰੀ ਇਥੇ ਕੰਮ ਕਰ ਰਹੇ ਹਨ। ਆਪਣੇ ਕਾਰੋਬਾਰ ਨੂੰ ਵਧਾਉਣ ਅਤੇ ਸਥਾਨਕ ਪ੍ਰਤਿਭਾ ਨੂੰ ਪ੍ਰਭਾਵਸ਼ਾਲੀ ਢੰਗ ਨਾਲ ਲਾਭ ਪਹੁੰਚਾਉਣ ਲਈ, ਕੰਪਨੀ ਰਣਨੀਤਕ ਤੌਰ ਤੇ ਨਾ ਸਿਰਫ਼ ਆਪਣੇ ਕਾਰਜਾਂ ਦਾ ਪਸਾਰ ਕਰਨ ਲਈ ਤਿਆਰ ਹੈ, ਸਗੋਂ ਇਸ ਨਾਲ ਟਿਕਾਊ ਵਿਕਾਸ ਅਤੇ ਵੱਡੇ ਪੱਧਰ ਤੇ ਖੇਤਰੀ ਸਮੂਲੀਅਤ ਨੂੰ ਵੀ ਯਕੀਨੀ ਬਣਾਇਆ ਜਾ ਰਿਹਾ ਹੈ। ਉਨ੍ਹਾਂ ਕਿਹਾ ਕਿ ਫੇਜ਼ 1 ਯੋਜਨਾ ਤਹਿਤ ਇਨਫੋਸਿਸ ਲਿਮਟਿਡ 300,000 ਵਰਗ ਫੁੱਟ ਦੇ ਕੁੱਲ ਨਿਰਮਾਣ ਖੇਤਰ ਦੇ ਨਾਲ ਦਫ਼ਤਰੀ ਜਗ੍ਹਾ ਅਤੇ ਹੋਰ ਇਮਾਰਤਾਂ ਦਾ ਵਿਸਥਾਰ ਕਰੇਗੀ। ਸਾਰੀਆਂ ਜ਼ਰੂਰੀ ਪ੍ਰਵਾਨਗੀਆਂ ਪ੍ਰਾਪਤ ਕਰਨ ਦੀ [190,1207,326,1378]
story5-headline-line1: ਦਿਲਜੀਤ ਦੁਸਾਂਝ ਨੇ ਸਰਦਾਰ ਜੀ-3 ਫਿਲਮ ਵਿਵਾਦ [644,1132,887,1147]
portrait-suit [643,875,751,918]
story1-col5: ਭਗਵੰਤ ਸਿੰਘ ਮਾਨ ਨੇ ਕਿਹਾ ਕਿ ਸ੍ਰੀ ਗੁਰੂ ਤੇਗ ਬਹਾਦਰ ਜੀ ਦੀ ਮਹਾਨ ਕੁਰਬਾਨੀ ਨੂੰ ਸਾਨੂੰ ਸਾਰਿਆਂ ਨੂੰ ਯਾਦ ਰੱਖਣਾ ਚਾਹੀਦਾ ਹੈ ਅਤੇ ਗੁਰੂ ਜੀ ਦੀਆਂ ਸਿੱਖਿਆਵਾਂ ਨੂੰ ਦੁਨੀਆ ਦੇ ਕੋਨੇ-ਕੋਨੇ ਵਿੱਚ ਫੈਲਾਇਆ ਜਾਣਾ ਚਾਹੀਦਾ ਹੈ। ਮੁੱਖ ਮੰਤਰੀ ਨੇ ਕਿਹਾ ਕਿ ਸ੍ਰੀ ਗੁਰੂ ਤੇਗ ਬਹਾਦਰ ਜੀ ਦਾ ਜੀਵਨ ਅਤੇ ਫ਼ਲਸਫ਼ਾ ਸਮੁੱਚੀ ਮਨੁੱਖਤਾ ਲਈ ਚਾਨਣ ਮੁਨਾਰਾ ਹੈ। ਉਨ੍ਹਾਂ ਕਿਹਾ ਕਿ ਇਹ ਸਮਾਗਮ ਇਕ ਪਾਸੇ ਇਸ ਸ਼ਾਨਦਾਰ ਵਿਰਾਸਤ ਨੂੰ ਕਾਇਮ ਰੱਖਣ ਵਿੱਚ ਸਹਾਈ ਹੋਣਗੇ ਅਤੇ ਦੂਜੇ ਪਾਸੇ ਫ਼ਿਰਕੂ ਸਦਭਾਵਨਾ, ਭਾਈਚਾਰਕ ਸਾਂਝ ਅਤੇ ਅਮਨ-ਸ਼ਾਂਤੀ ਦੇ ਸਿਧਾਂਤਾਂ ਨੂੰ ਹੋਰ ਮਜ਼ਬੂਤ ਕਰਨਗੇ। ਭਗਵੰਤ ਸਿੰਘ ਮਾਨ ਨੇ ਕਿਹਾ ਕਿ ਇਨ੍ਹਾਂ ਸਮਾਗਮਾਂ ਦਾ ਉਦੇਸ਼ ਇਹ ਯਕੀਨੀ ਬਣਾਉਣਾ ਹੈ ਕਿ ਮਹਾਨ ਗੁਰੂ ਸਾਹਿਬ ਜੀ ਦੀ ਸ਼ਾਨਦਾਰ ਵਿਰਾਸਤ ਆਉਣ ਵਾਲੀਆਂ ਪੀੜ੍ਹੀਆਂ ਤੱਕ ਪਹੁੰਚਾਈ ਜਾਵੇ। ਉਨ੍ਹਾਂ ਕਿਹਾ ਕਿ ਸੂਬਾ ਸਰਕਾਰ ਇਸ ਨੇਕ ਕਾਰਜ ਲਈ ਵਚਨਬੱਧ ਹੈ ਅਤੇ ਇਸ ਵਿੱਚ ਕੋਈ ਕਸਰ ਬਾਕੀ ਨਹੀਂ ਛੱਡੀ ਜਾਵੇਗੀ। ਇਸ ਮੌਕੇ ਕੈਬਨਿਟ ਮੰਤਰੀ ਹਰਜੋਤ ਸਿੰਘ ਬੈਂਸ, ਤਰੁਨਪ੍ਰੀਤ ਸਿੰਘ ਸੌਂਦ ਅਤੇ ਹਰਭਜਨ ਸਿੰਘ ਈ.ਟੀ.ਓ., ਲੋਕ ਸਭਾ ਮੈਂਬਰ ਮਾਲਵਿੰਦਰ ਸਿੰਘ ਕੰਗ, ਮੁੱਖ ਸਕੱਤਰ ਕੇ.ਏ.ਪੀ. ਸਿਨਹਾ, ਸਲਾਹਕਾਰ ਸੈਰ-ਸਪਾਟਾ ਅਤੇ ਸੱਭਿਆਚਾਰਕ ਮਾਮਲਿਆਂ ਵਿਭਾਗ ਦੇ ਸਲਾਹਕਾਰ ਦੀਪਕ ਬਾਲੀ ਤੇ ਹੋਰ ਮੌਜੂਦ ਸਨ। [741,219,901,477]
